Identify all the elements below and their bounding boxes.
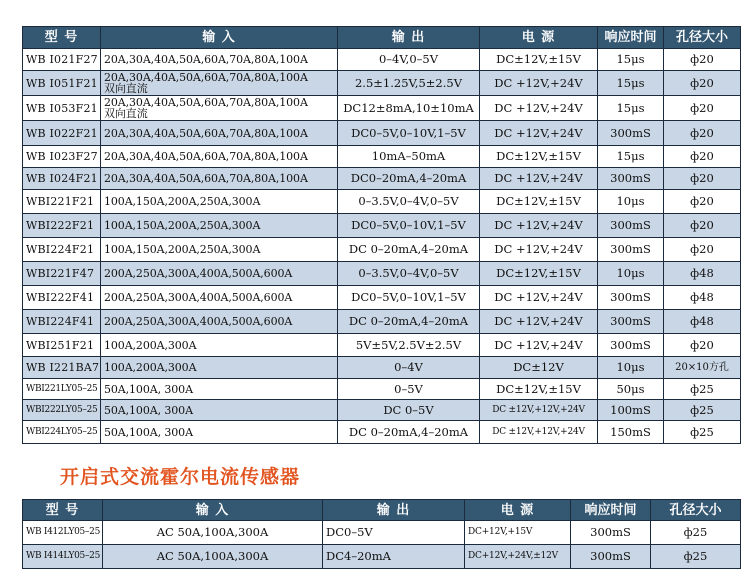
table-row [23,214,741,238]
model-cell: WBI221F21 [23,190,101,214]
input-cell [101,238,338,262]
model-cell: WBI222LY05–25 [23,400,101,421]
model-cell: WBI221F47 [23,262,101,286]
model-cell: WBI221LY05–25 [23,379,101,400]
input-cell [101,310,338,334]
input-range-text: 20A,30A,40A,50A,60A,70A,80A,100A [104,71,308,84]
power-cell: DC±12V,±15V [480,262,598,286]
response-cell: 300mS [598,214,664,238]
response-cell: 50μs [598,379,664,400]
dc-sensor-table [22,26,741,444]
table-row [23,168,741,190]
table-row [23,71,741,96]
response-cell: 15μs [598,71,664,96]
response-cell: 10μs [598,357,664,379]
power-cell: DC +12V,+24V [480,71,598,96]
model-cell: WBI224LY05–25 [23,421,101,444]
output-cell: DC0–5V,0–10V,1–5V [338,214,480,238]
header-output: 输 出 [338,27,480,49]
input-cell [101,214,338,238]
input-range-text: 20A,30A,40A,50A,60A,70A,80A,100A [104,172,308,185]
header-output: 输 出 [323,500,465,521]
aperture-cell: ф20 [664,190,741,214]
input-range-text: 50A,100A, 300A [104,403,193,417]
response-cell: 15μs [598,49,664,71]
model-cell: WB I412LY05–25 [23,521,103,545]
table-header-row [23,500,741,521]
input-cell [101,400,338,421]
response-cell: 150mS [598,421,664,444]
model-cell: WB I024F21 [23,168,101,190]
aperture-cell: ф20 [664,96,741,121]
power-cell: DC +12V,+24V [480,214,598,238]
aperture-cell: ф20 [664,121,741,146]
input-cell [101,262,338,286]
power-cell: DC±12V,±15V [480,190,598,214]
input-cell: AC 50A,100A,300A [103,545,323,569]
table-row [23,121,741,146]
section-title: 开启式交流霍尔电流传感器 [60,466,301,488]
input-type-text: 双向直流 [104,107,148,120]
table-row [23,238,741,262]
input-range-text: 100A,200A,300A [104,361,197,374]
power-cell: DC+12V,+24V,±12V [465,545,571,569]
model-cell: WB I414LY05–25 [23,545,103,569]
input-range-text: 100A,200A,300A [104,338,197,352]
output-cell: DC12±8mA,10±10mA [338,96,480,121]
aperture-cell: ф25 [651,521,741,545]
power-cell: DC±12V,±15V [480,146,598,168]
aperture-cell: 20×10方孔 [664,357,741,379]
header-aperture: 孔径大小 [651,500,741,521]
input-cell [101,421,338,444]
response-cell: 10μs [598,190,664,214]
input-range-text: 100A,150A,200A,250A,300A [104,219,261,232]
header-model: 型 号 [23,500,103,521]
power-cell: DC +12V,+24V [480,121,598,146]
model-cell: WB I221BA7 [23,357,101,379]
response-cell: 300mS [598,286,664,310]
input-range-text: 20A,30A,40A,50A,60A,70A,80A,100A [104,126,308,140]
model-cell: WBI251F21 [23,334,101,357]
aperture-cell: ф20 [664,334,741,357]
input-cell [101,168,338,190]
power-cell: DC±12V,±15V [480,379,598,400]
input-range-text: 50A,100A, 300A [104,425,193,439]
power-cell: DC+12V,+15V [465,521,571,545]
output-cell: DC 0–20mA,4–20mA [338,421,480,444]
table-row [23,310,741,334]
output-cell: DC 0–20mA,4–20mA [338,310,480,334]
table-row [23,262,741,286]
table-row [23,286,741,310]
table-header-row [23,27,741,49]
response-cell: 300mS [598,168,664,190]
output-cell: 5V±5V,2.5V±2.5V [338,334,480,357]
output-cell: 10mA–50mA [338,146,480,168]
output-cell: 0–4V [338,357,480,379]
model-cell: WBI224F41 [23,310,101,334]
power-cell: DC±12V,±15V [480,49,598,71]
input-cell [101,190,338,214]
table-row [23,190,741,214]
aperture-cell: ф20 [664,49,741,71]
table-row [23,49,741,71]
input-range-text: 20A,30A,40A,50A,60A,70A,80A,100A [104,96,308,109]
model-cell: WBI222F41 [23,286,101,310]
input-cell [101,146,338,168]
input-range-text: 100A,150A,200A,250A,300A [104,243,261,256]
output-cell: 0–3.5V,0–4V,0–5V [338,190,480,214]
response-cell: 100mS [598,400,664,421]
response-cell: 300mS [598,334,664,357]
table-row [23,96,741,121]
power-cell: DC +12V,+24V [480,334,598,357]
aperture-cell: ф25 [664,379,741,400]
input-range-text: 200A,250A,300A,400A,500A,600A [104,291,293,304]
model-cell: WBI222F21 [23,214,101,238]
power-cell: DC ±12V,+12V,+24V [480,421,598,444]
header-model: 型 号 [23,27,101,49]
header-power: 电 源 [480,27,598,49]
aperture-cell: ф25 [651,545,741,569]
aperture-cell: ф20 [664,71,741,96]
model-cell: WB I053F21 [23,96,101,121]
aperture-cell: ф20 [664,146,741,168]
model-cell: WB I022F21 [23,121,101,146]
input-cell [101,334,338,357]
table-row [23,357,741,379]
output-cell: DC0–5V,0–10V,1–5V [338,286,480,310]
aperture-cell: ф48 [664,310,741,334]
input-cell [101,286,338,310]
output-cell: DC 0–20mA,4–20mA [338,238,480,262]
response-cell: 300mS [598,238,664,262]
response-cell: 300mS [598,121,664,146]
power-cell: DC±12V [480,357,598,379]
header-input: 输 入 [101,27,338,49]
power-cell: DC +12V,+24V [480,310,598,334]
aperture-cell: ф20 [664,238,741,262]
input-cell [101,357,338,379]
power-cell: DC +12V,+24V [480,286,598,310]
output-cell: DC4–20mA [323,545,465,569]
input-cell [101,121,338,146]
aperture-cell: ф20 [664,168,741,190]
output-cell: 0–4V,0–5V [338,49,480,71]
output-cell: 2.5±1.25V,5±2.5V [338,71,480,96]
input-cell [101,49,338,71]
table-row [23,379,741,400]
table-row [23,545,741,569]
power-cell: DC +12V,+24V [480,96,598,121]
table-row [23,146,741,168]
response-cell: 10μs [598,262,664,286]
model-cell: WB I021F27 [23,49,101,71]
header-power: 电 源 [465,500,571,521]
response-cell: 15μs [598,96,664,121]
input-range-text: 200A,250A,300A,400A,500A,600A [104,315,293,328]
input-cell: AC 50A,100A,300A [103,521,323,545]
header-aperture: 孔径大小 [664,27,741,49]
output-cell: DC0–5V [323,521,465,545]
input-cell [101,379,338,400]
header-input: 输 入 [103,500,323,521]
input-cell [101,96,338,121]
output-cell: DC0–5V,0–10V,1–5V [338,121,480,146]
input-range-text: 100A,150A,200A,250A,300A [104,195,261,208]
output-cell: DC 0–5V [338,400,480,421]
aperture-cell: ф48 [664,286,741,310]
response-cell: 300mS [571,545,651,569]
power-cell: DC ±12V,+12V,+24V [480,400,598,421]
input-range-text: 20A,30A,40A,50A,60A,70A,80A,100A [104,53,308,66]
header-response: 响应时间 [571,500,651,521]
output-cell: DC0–20mA,4–20mA [338,168,480,190]
power-cell: DC +12V,+24V [480,238,598,262]
ac-sensor-table [22,499,741,569]
aperture-cell: ф25 [664,400,741,421]
output-cell: 0–5V [338,379,480,400]
aperture-cell: ф20 [664,214,741,238]
response-cell: 300mS [571,521,651,545]
input-cell [101,71,338,96]
input-range-text: 20A,30A,40A,50A,60A,70A,80A,100A [104,150,308,163]
response-cell: 300mS [598,310,664,334]
input-range-text: 50A,100A, 300A [104,382,193,396]
table-row [23,334,741,357]
model-cell: WB I051F21 [23,71,101,96]
input-type-text: 双向直流 [104,82,148,95]
table-row [23,400,741,421]
power-cell: DC +12V,+24V [480,168,598,190]
model-cell: WB I023F27 [23,146,101,168]
header-response: 响应时间 [598,27,664,49]
table-row [23,421,741,444]
aperture-cell: ф48 [664,262,741,286]
table-row [23,521,741,545]
aperture-cell: ф25 [664,421,741,444]
output-cell: 0–3.5V,0–4V,0–5V [338,262,480,286]
model-cell: WBI224F21 [23,238,101,262]
response-cell: 15μs [598,146,664,168]
input-range-text: 200A,250A,300A,400A,500A,600A [104,267,293,280]
